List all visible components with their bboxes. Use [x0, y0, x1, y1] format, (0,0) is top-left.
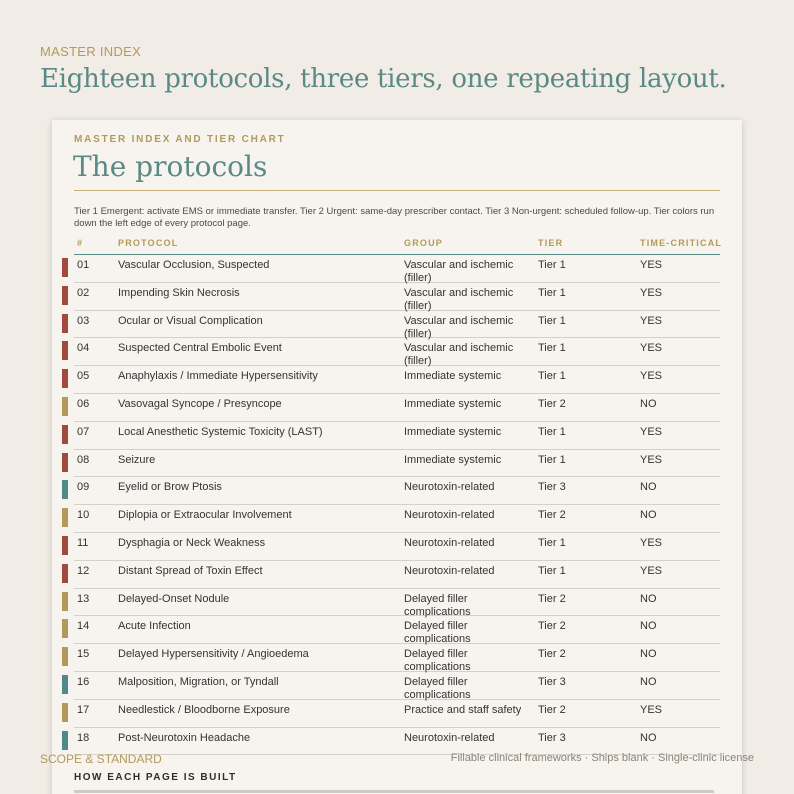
row-time-critical: NO	[640, 509, 657, 522]
table-row	[52, 365, 742, 393]
row-protocol: Anaphylaxis / Immediate Hypersensitivity	[118, 370, 318, 383]
row-protocol: Seizure	[118, 453, 156, 466]
row-time-critical: YES	[640, 314, 663, 327]
row-group: Neurotoxin-related	[404, 536, 495, 549]
row-number: 18	[77, 731, 90, 744]
row-number: 06	[77, 397, 90, 410]
table-row	[52, 615, 742, 646]
row-number: 01	[77, 259, 90, 271]
page-kicker: MASTER INDEX	[40, 44, 142, 59]
row-time-critical: YES	[640, 370, 663, 383]
row-time-critical: YES	[640, 342, 663, 355]
row-group: Delayed filler complications	[404, 592, 471, 618]
row-tier: Tier 3	[538, 675, 566, 688]
table-row	[52, 421, 742, 449]
row-number: 11	[77, 536, 89, 549]
row-tier: Tier 2	[538, 648, 566, 661]
table-row	[52, 282, 742, 310]
row-group: Vascular and ischemic (filler)	[404, 342, 514, 368]
row-protocol: Acute Infection	[118, 620, 191, 633]
row-protocol: Post-Neurotoxin Headache	[118, 731, 251, 744]
title-divider	[74, 190, 720, 191]
row-tier: Tier 1	[538, 314, 566, 327]
row-tier: Tier 2	[538, 620, 566, 633]
row-tier: Tier 1	[538, 342, 566, 355]
row-time-critical: NO	[640, 592, 657, 605]
row-number: 16	[77, 675, 90, 688]
row-number: 09	[77, 481, 90, 494]
tier-color-bar	[62, 536, 68, 555]
row-tier: Tier 2	[538, 509, 566, 522]
sheet-kicker: MASTER INDEX AND TIER CHART	[74, 134, 286, 145]
row-tier: Tier 1	[538, 286, 566, 299]
row-protocol: Vasovagal Syncope / Presyncope	[118, 397, 282, 410]
row-tier: Tier 2	[538, 703, 566, 716]
tier-color-bar	[62, 675, 68, 694]
table-row	[52, 310, 742, 338]
row-time-critical: NO	[640, 675, 657, 688]
table-row	[52, 337, 742, 368]
row-tier: Tier 3	[538, 731, 566, 744]
row-protocol: Dysphagia or Neck Weakness	[118, 536, 266, 549]
row-protocol: Distant Spread of Toxin Effect	[118, 564, 263, 577]
row-number: 07	[77, 425, 90, 438]
row-group: Immediate systemic	[404, 425, 502, 438]
table-row	[52, 476, 742, 504]
table-row	[52, 588, 742, 616]
row-number: 03	[77, 314, 90, 327]
row-protocol: Eyelid or Brow Ptosis	[118, 481, 222, 494]
row-protocol: Malposition, Migration, or Tyndall	[118, 675, 279, 688]
row-protocol: Delayed Hypersensitivity / Angioedema	[118, 648, 309, 661]
row-protocol: Ocular or Visual Complication	[118, 314, 263, 327]
row-tier: Tier 1	[538, 259, 566, 271]
row-protocol: Local Anesthetic Systemic Toxicity (LAST)	[118, 425, 323, 438]
row-group: Vascular and ischemic (filler)	[404, 286, 514, 312]
row-protocol: Diplopia or Extraocular Involvement	[118, 509, 292, 522]
row-group: Practice and staff safety	[404, 703, 522, 716]
footer-tagline: Fillable clinical frameworks · Ships blank · Single-clinic license	[450, 752, 754, 764]
row-time-critical: NO	[640, 620, 657, 633]
row-group: Delayed filler complications	[404, 675, 471, 701]
sheet-title: The protocols	[73, 150, 268, 183]
table-row	[52, 560, 742, 588]
tier-color-bar	[62, 314, 68, 333]
row-time-critical: YES	[640, 564, 663, 577]
row-group: Vascular and ischemic (filler)	[404, 259, 514, 284]
tier-legend-note: Tier 1 Emergent: activate EMS or immediate transfer. Tier 2 Urgent: same-day prescriber contact. Tier 3 Non-urgent: scheduled follow-up. Tier colors run down the left edge of every protocol page.	[74, 206, 715, 229]
table-row	[52, 671, 742, 699]
row-group: Delayed filler complications	[404, 620, 471, 646]
row-time-critical: NO	[640, 731, 657, 744]
tier-color-bar	[62, 397, 68, 416]
tier-color-bar	[62, 564, 68, 583]
row-number: 05	[77, 370, 90, 383]
row-number: 15	[77, 648, 90, 661]
column-header-protocol: PROTOCOL	[118, 238, 179, 248]
tier-color-bar	[62, 508, 68, 527]
column-header-number: #	[77, 238, 84, 248]
row-time-critical: YES	[640, 286, 663, 299]
row-tier: Tier 1	[538, 453, 566, 466]
row-time-critical: NO	[640, 648, 657, 661]
table-row	[52, 504, 742, 532]
table-header	[52, 238, 742, 254]
footer-section-label: SCOPE & STANDARD	[40, 752, 162, 766]
row-number: 12	[77, 564, 90, 577]
tier-color-bar	[62, 425, 68, 444]
column-header-group: GROUP	[404, 238, 444, 248]
row-group: Immediate systemic	[404, 397, 502, 410]
table-row	[52, 699, 742, 727]
section-subheading: HOW EACH PAGE IS BUILT	[74, 772, 237, 783]
row-number: 10	[77, 509, 90, 522]
table-row	[52, 254, 742, 282]
row-tier: Tier 1	[538, 536, 566, 549]
tier-color-bar	[62, 647, 68, 666]
row-protocol: Needlestick / Bloodborne Exposure	[118, 703, 290, 716]
row-group: Neurotoxin-related	[404, 731, 495, 744]
row-time-critical: YES	[640, 425, 663, 438]
tier-color-bar	[62, 258, 68, 277]
tier-color-bar	[62, 286, 68, 305]
table-row	[52, 393, 742, 421]
row-tier: Tier 2	[538, 397, 566, 410]
row-group: Immediate systemic	[404, 370, 502, 383]
row-time-critical: YES	[640, 453, 663, 466]
tier-color-bar	[62, 592, 68, 611]
row-group: Immediate systemic	[404, 453, 502, 466]
row-time-critical: NO	[640, 397, 657, 410]
row-time-critical: YES	[640, 259, 663, 271]
row-group: Delayed filler complications	[404, 648, 471, 674]
tier-color-bar	[62, 369, 68, 388]
row-group: Neurotoxin-related	[404, 509, 495, 522]
protocol-sheet	[52, 120, 742, 794]
row-protocol: Vascular Occlusion, Suspected	[118, 259, 270, 271]
row-tier: Tier 1	[538, 425, 566, 438]
row-time-critical: YES	[640, 536, 663, 549]
page-headline: Eighteen protocols, three tiers, one repeating layout.	[40, 64, 727, 94]
row-tier: Tier 3	[538, 481, 566, 494]
row-group: Neurotoxin-related	[404, 481, 495, 494]
row-number: 02	[77, 286, 90, 299]
row-protocol: Delayed-Onset Nodule	[118, 592, 230, 605]
tier-color-bar	[62, 480, 68, 499]
row-number: 08	[77, 453, 90, 466]
row-time-critical: NO	[640, 481, 657, 494]
cropped-paragraph	[74, 788, 714, 794]
row-protocol: Suspected Central Embolic Event	[118, 342, 282, 355]
tier-color-bar	[62, 341, 68, 360]
table-row	[52, 449, 742, 477]
tier-color-bar	[62, 453, 68, 472]
row-group: Vascular and ischemic (filler)	[404, 314, 514, 340]
row-group: Neurotoxin-related	[404, 564, 495, 577]
row-tier: Tier 1	[538, 564, 566, 577]
protocol-table	[52, 254, 742, 754]
row-protocol: Impending Skin Necrosis	[118, 286, 240, 299]
row-number: 13	[77, 592, 90, 605]
column-header-time-critical: TIME-CRITICAL	[640, 238, 723, 248]
column-header-tier: TIER	[538, 238, 564, 248]
row-number: 17	[77, 703, 90, 716]
tier-color-bar	[62, 731, 68, 750]
tier-color-bar	[62, 703, 68, 722]
table-row	[52, 643, 742, 674]
table-row	[52, 532, 742, 560]
tier-color-bar	[62, 619, 68, 638]
row-tier: Tier 1	[538, 370, 566, 383]
row-tier: Tier 2	[538, 592, 566, 605]
row-number: 14	[77, 620, 90, 633]
table-row	[52, 727, 742, 755]
row-time-critical: YES	[640, 703, 663, 716]
row-number: 04	[77, 342, 90, 355]
